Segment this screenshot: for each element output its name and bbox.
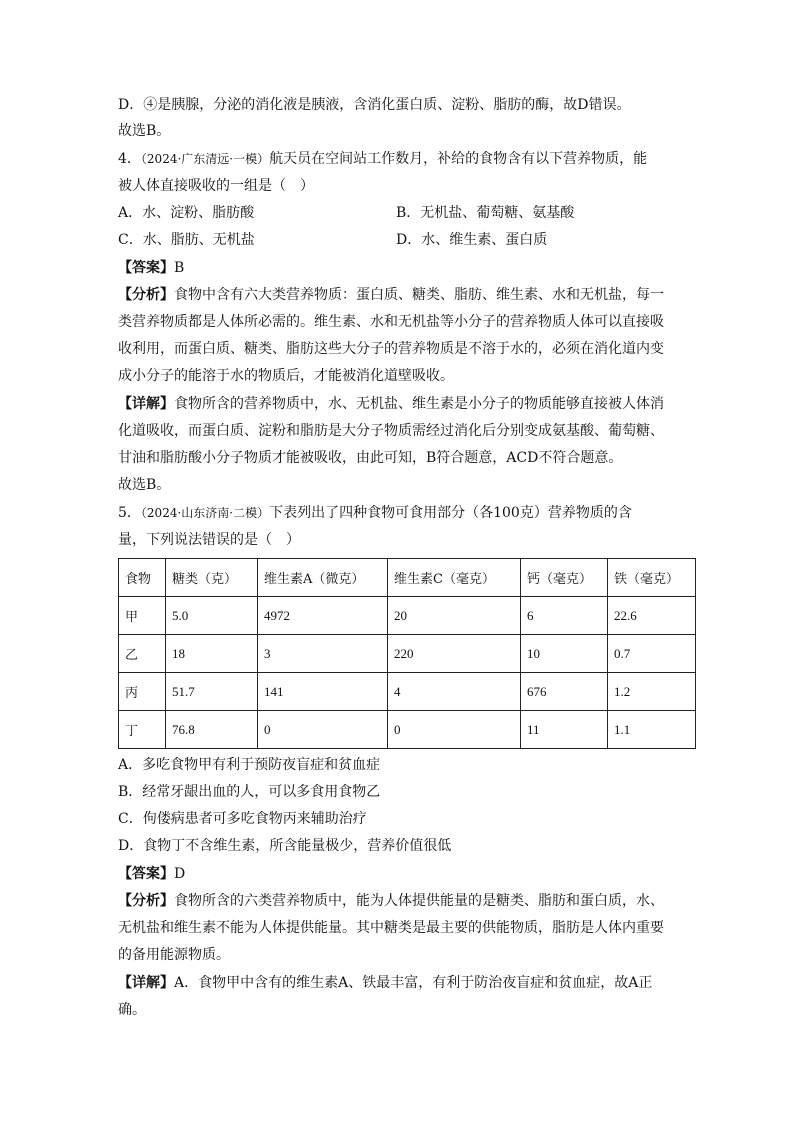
table-cell: 乙: [119, 635, 166, 673]
nutrition-table: [118, 558, 696, 749]
header-food: 食物: [119, 559, 166, 597]
q5-number: 5．: [118, 505, 141, 521]
q4-analysis-line-2: 类营养物质都是人体所必需的。维生素、水和无机盐等小分子的营养物质人体可以直接吸: [118, 314, 664, 330]
q5-answer: [118, 861, 678, 887]
table-cell: 20: [388, 597, 521, 635]
table-cell: 丙: [119, 673, 166, 711]
table-cell: 676: [521, 673, 608, 711]
q5-detail-text-1: A．食物甲中含有的维生素A、铁最丰富，有利于防治夜盲症和贫血症，故A正: [174, 975, 653, 991]
table-cell: 6: [521, 597, 608, 635]
q5-option-b: B．经常牙龈出血的人，可以多食用食物乙: [118, 784, 381, 800]
q4-detail-line-1: [118, 391, 678, 417]
q4-analysis-tag: 【分析】: [118, 287, 174, 303]
table-cell: 22.6: [608, 597, 696, 635]
q4-analysis-line-1: [118, 282, 678, 308]
q4-source: （2024·广东清远·一模）: [140, 152, 270, 166]
table-cell: 220: [388, 635, 521, 673]
q5-answer-tag: 【答案】: [118, 866, 174, 882]
q4-stem-text: 航天员在空间站工作数月，补给的食物含有以下营养物质，能: [269, 151, 648, 167]
table-cell: 0.7: [608, 635, 696, 673]
prev-conclusion: 故选B。: [118, 123, 171, 139]
table-cell: 3: [258, 635, 388, 673]
table-row: [119, 711, 696, 749]
header-iron: 铁（毫克）: [608, 559, 696, 597]
q4-answer-value: B: [174, 260, 185, 276]
q5-analysis-tag: 【分析】: [118, 893, 174, 909]
q4-option-a: A．水、淀粉、脂肪酸: [118, 205, 255, 221]
table-cell: 141: [258, 673, 388, 711]
q5-answer-value: D: [174, 866, 186, 882]
q5-detail-line-1: [118, 970, 678, 996]
table-cell: 1.2: [608, 673, 696, 711]
table-row: [119, 673, 696, 711]
q5-stem-text: 下表列出了四种食物可食用部分（各100克）营养物质的含: [269, 505, 632, 521]
header-vitamin-c: 维生素C（毫克）: [388, 559, 521, 597]
q4-option-b: B．无机盐、葡萄糖、氨基酸: [396, 205, 575, 221]
q5-analysis-line-3: 的备用能源物质。: [118, 947, 230, 963]
table-cell: 51.7: [166, 673, 258, 711]
table-cell: 10: [521, 635, 608, 673]
header-calcium: 钙（毫克）: [521, 559, 608, 597]
q4-detail-text-1: 食物所含的营养物质中，水、无机盐、维生素是小分子的物质能够直接被人体消: [174, 396, 664, 412]
table-cell: 5.0: [166, 597, 258, 635]
table-cell: 11: [521, 711, 608, 749]
q4-detail-tag: 【详解】: [118, 396, 174, 412]
table-cell: 76.8: [166, 711, 258, 749]
table-cell: 18: [166, 635, 258, 673]
q5-source: （2024·山东济南·二模）: [140, 506, 270, 520]
table-cell: 丁: [119, 711, 166, 749]
q5-analysis-line-2: 无机盐和维生素不能为人体提供能量。其中糖类是最主要的供能物质，脂肪是人体内重要: [118, 920, 664, 936]
q4-conclusion: 故选B。: [118, 477, 171, 493]
q4-detail-line-3: 甘油和脂肪酸小分子物质才能被吸收，由此可知，B符合题意，ACD不符合题意。: [118, 450, 623, 466]
q4-analysis-text-1: 食物中含有六大类营养物质：蛋白质、糖类、脂肪、维生素、水和无机盐，每一: [174, 287, 664, 303]
q5-option-c: C．佝偻病患者可多吃食物丙来辅助治疗: [118, 811, 367, 827]
q4-option-c: C．水、脂肪、无机盐: [118, 232, 255, 248]
q5-analysis-text-1: 食物所含的六类营养物质中，能为人体提供能量的是糖类、脂肪和蛋白质，水、: [174, 893, 664, 909]
q4-answer: [118, 255, 678, 281]
q4-stem-line-1: [118, 146, 678, 172]
header-carbs: 糖类（克）: [166, 559, 258, 597]
q4-stem-line-2: 被人体直接吸收的一组是（ ）: [118, 178, 314, 194]
table-cell: 甲: [119, 597, 166, 635]
table-cell: 0: [258, 711, 388, 749]
table-cell: 4: [388, 673, 521, 711]
q4-answer-tag: 【答案】: [118, 260, 174, 276]
q4-option-d: D．水、维生素、蛋白质: [396, 232, 548, 248]
table-cell: 1.1: [608, 711, 696, 749]
header-vitamin-a: 维生素A（微克）: [258, 559, 388, 597]
q4-detail-line-2: 化道吸收，而蛋白质、淀粉和脂肪是大分子物质需经过消化后分别变成氨基酸、葡萄糖、: [118, 423, 664, 439]
q4-analysis-line-4: 成小分子的能溶于水的物质后，才能被消化道壁吸收。: [118, 368, 454, 384]
table-row: [119, 635, 696, 673]
q5-option-d: D．食物丁不含维生素，所含能量极少，营养价值很低: [118, 838, 452, 854]
q5-analysis-line-1: [118, 888, 678, 914]
table-cell: 0: [388, 711, 521, 749]
q5-detail-line-2: 确。: [118, 1002, 146, 1018]
prev-option-d-explanation: D．④是胰腺，分泌的消化液是胰液，含消化蛋白质、淀粉、脂肪的酶，故D错误。: [118, 97, 631, 113]
q5-option-a: A．多吃食物甲有利于预防夜盲症和贫血症: [118, 757, 381, 773]
q5-detail-tag: 【详解】: [118, 975, 174, 991]
q4-number: 4．: [118, 151, 141, 167]
q5-stem-line-1: [118, 500, 678, 526]
table-header-row: [119, 559, 696, 597]
table-cell: 4972: [258, 597, 388, 635]
q5-stem-line-2: 量，下列说法错误的是（ ）: [118, 532, 300, 548]
table-row: [119, 597, 696, 635]
q4-analysis-line-3: 收利用，而蛋白质、糖类、脂肪这些大分子的营养物质是不溶于水的，必须在消化道内变: [118, 341, 664, 357]
